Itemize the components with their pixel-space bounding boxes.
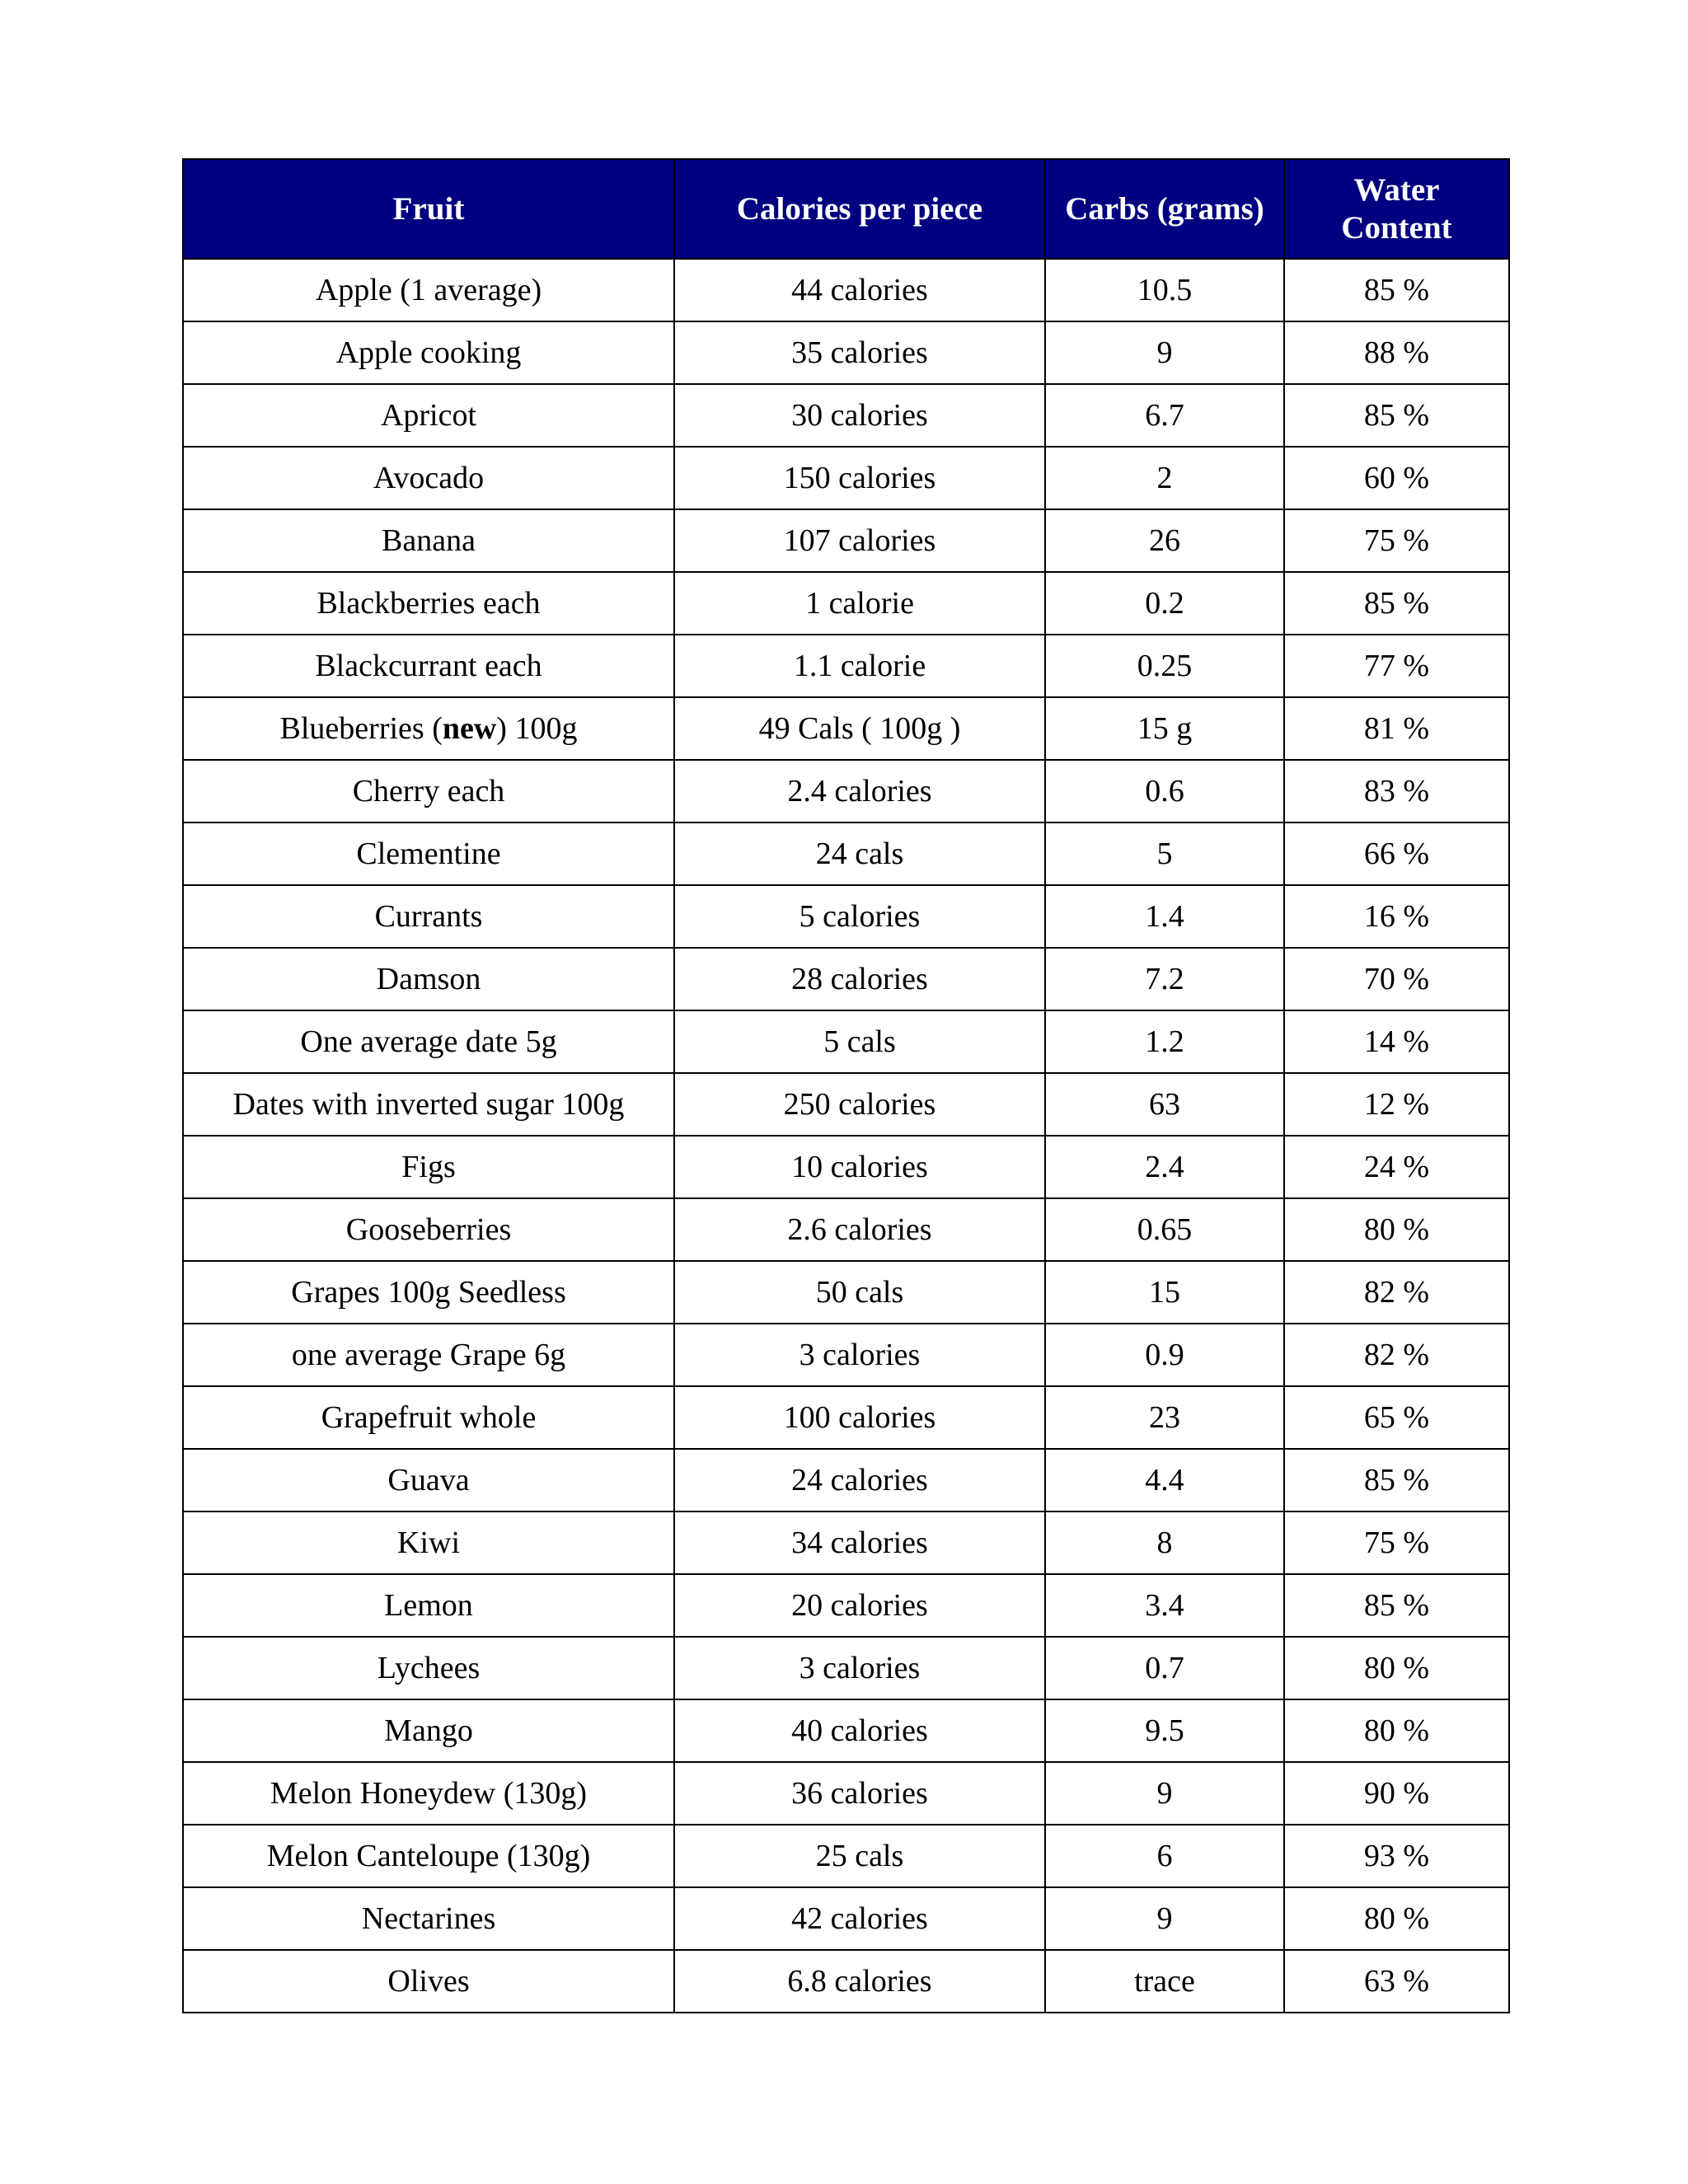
fruit-cell: Lemon [183, 1574, 674, 1637]
carbs-cell: 1.2 [1045, 1010, 1284, 1073]
table-row [183, 1699, 1509, 1762]
table-body [183, 259, 1509, 2013]
header-water-content-line-1: Water [1353, 171, 1440, 208]
carbs-cell: 4.4 [1045, 1449, 1284, 1511]
carbs-cell: 2 [1045, 447, 1284, 509]
water-content-cell: 85 % [1284, 1449, 1509, 1511]
carbs-cell: 23 [1045, 1386, 1284, 1449]
calories-cell: 3 calories [674, 1637, 1045, 1699]
table-row [183, 1324, 1509, 1386]
table-row [183, 1574, 1509, 1637]
calories-cell: 40 calories [674, 1699, 1045, 1762]
table-row [183, 1136, 1509, 1198]
table-row [183, 823, 1509, 885]
fruit-cell: Apricot [183, 384, 674, 447]
table-row [183, 1825, 1509, 1887]
fruit-cell: Figs [183, 1136, 674, 1198]
header-water-content [1284, 159, 1509, 259]
fruit-cell: Blackcurrant each [183, 635, 674, 697]
fruit-cell: Apple (1 average) [183, 259, 674, 321]
carbs-cell: 9 [1045, 1762, 1284, 1825]
water-content-cell: 12 % [1284, 1073, 1509, 1136]
new-label: new [442, 711, 497, 746]
fruit-cell: Grapes 100g Seedless [183, 1261, 674, 1324]
table-row [183, 1386, 1509, 1449]
fruit-cell: Dates with inverted sugar 100g [183, 1073, 674, 1136]
calories-cell: 44 calories [674, 259, 1045, 321]
calories-cell: 28 calories [674, 948, 1045, 1010]
table-row [183, 1073, 1509, 1136]
carbs-cell: 0.25 [1045, 635, 1284, 697]
calories-cell: 1 calorie [674, 572, 1045, 635]
carbs-cell: 6 [1045, 1825, 1284, 1887]
calories-cell: 42 calories [674, 1887, 1045, 1950]
calories-cell: 100 calories [674, 1386, 1045, 1449]
water-content-cell: 88 % [1284, 321, 1509, 384]
water-content-cell: 24 % [1284, 1136, 1509, 1198]
water-content-cell: 75 % [1284, 1511, 1509, 1574]
table-row [183, 447, 1509, 509]
fruit-cell: Kiwi [183, 1511, 674, 1574]
water-content-cell: 70 % [1284, 948, 1509, 1010]
water-content-cell: 77 % [1284, 635, 1509, 697]
calories-cell: 107 calories [674, 509, 1045, 572]
fruit-cell: Nectarines [183, 1887, 674, 1950]
calories-cell: 2.6 calories [674, 1198, 1045, 1261]
table-row [183, 1887, 1509, 1950]
water-content-cell: 90 % [1284, 1762, 1509, 1825]
table-row [183, 1950, 1509, 2013]
calories-cell: 24 calories [674, 1449, 1045, 1511]
water-content-cell: 80 % [1284, 1887, 1509, 1950]
fruit-name-part: ) 100g [496, 711, 578, 746]
water-content-cell: 66 % [1284, 823, 1509, 885]
calories-cell: 5 cals [674, 1010, 1045, 1073]
fruit-cell: Currants [183, 885, 674, 948]
table-row [183, 1449, 1509, 1511]
fruit-cell: Blackberries each [183, 572, 674, 635]
calories-cell: 30 calories [674, 384, 1045, 447]
carbs-cell: 0.65 [1045, 1198, 1284, 1261]
carbs-cell: 10.5 [1045, 259, 1284, 321]
header-fruit: Fruit [183, 159, 674, 259]
water-content-cell: 80 % [1284, 1699, 1509, 1762]
carbs-cell: 3.4 [1045, 1574, 1284, 1637]
carbs-cell: 5 [1045, 823, 1284, 885]
water-content-cell: 85 % [1284, 1574, 1509, 1637]
water-content-cell: 93 % [1284, 1825, 1509, 1887]
fruit-cell: Olives [183, 1950, 674, 2013]
fruit-cell: Lychees [183, 1637, 674, 1699]
table-row [183, 384, 1509, 447]
fruit-cell: one average Grape 6g [183, 1324, 674, 1386]
carbs-cell: 0.2 [1045, 572, 1284, 635]
calories-cell: 5 calories [674, 885, 1045, 948]
calories-cell: 10 calories [674, 1136, 1045, 1198]
carbs-cell: 9.5 [1045, 1699, 1284, 1762]
water-content-cell: 14 % [1284, 1010, 1509, 1073]
water-content-cell: 80 % [1284, 1198, 1509, 1261]
water-content-cell: 65 % [1284, 1386, 1509, 1449]
carbs-cell: trace [1045, 1950, 1284, 2013]
fruit-cell: Melon Honeydew (130g) [183, 1762, 674, 1825]
table-row [183, 1261, 1509, 1324]
table-row [183, 885, 1509, 948]
table-row [183, 1511, 1509, 1574]
fruit-cell: Gooseberries [183, 1198, 674, 1261]
water-content-cell: 82 % [1284, 1324, 1509, 1386]
calories-cell: 20 calories [674, 1574, 1045, 1637]
fruit-cell: Banana [183, 509, 674, 572]
table-row [183, 259, 1509, 321]
fruit-cell: One average date 5g [183, 1010, 674, 1073]
carbs-cell: 2.4 [1045, 1136, 1284, 1198]
calories-cell: 49 Cals ( 100g ) [674, 697, 1045, 760]
fruit-cell: Grapefruit whole [183, 1386, 674, 1449]
fruit-cell: Guava [183, 1449, 674, 1511]
calories-cell: 35 calories [674, 321, 1045, 384]
header-carbs-grams: Carbs (grams) [1045, 159, 1284, 259]
carbs-cell: 26 [1045, 509, 1284, 572]
table-row [183, 321, 1509, 384]
carbs-cell: 63 [1045, 1073, 1284, 1136]
carbs-cell: 7.2 [1045, 948, 1284, 1010]
fruit-cell: Mango [183, 1699, 674, 1762]
water-content-cell: 83 % [1284, 760, 1509, 823]
calories-cell: 3 calories [674, 1324, 1045, 1386]
water-content-cell: 82 % [1284, 1261, 1509, 1324]
table-row [183, 1637, 1509, 1699]
calories-cell: 1.1 calorie [674, 635, 1045, 697]
table-row [183, 1010, 1509, 1073]
fruit-name-part: Blueberries ( [279, 711, 443, 746]
carbs-cell: 9 [1045, 321, 1284, 384]
water-content-cell: 63 % [1284, 1950, 1509, 2013]
carbs-cell: 9 [1045, 1887, 1284, 1950]
fruit-nutrition-table [182, 158, 1510, 2013]
calories-cell: 250 calories [674, 1073, 1045, 1136]
fruit-cell [183, 697, 674, 760]
water-content-cell: 60 % [1284, 447, 1509, 509]
water-content-cell: 85 % [1284, 384, 1509, 447]
table-row [183, 572, 1509, 635]
calories-cell: 6.8 calories [674, 1950, 1045, 2013]
calories-cell: 25 cals [674, 1825, 1045, 1887]
fruit-cell: Melon Canteloupe (130g) [183, 1825, 674, 1887]
carbs-cell: 1.4 [1045, 885, 1284, 948]
water-content-cell: 16 % [1284, 885, 1509, 948]
carbs-cell: 8 [1045, 1511, 1284, 1574]
carbs-cell: 6.7 [1045, 384, 1284, 447]
table-row [183, 509, 1509, 572]
fruit-cell: Avocado [183, 447, 674, 509]
carbs-cell: 15 [1045, 1261, 1284, 1324]
table-row [183, 635, 1509, 697]
calories-cell: 2.4 calories [674, 760, 1045, 823]
carbs-cell: 0.7 [1045, 1637, 1284, 1699]
water-content-cell: 85 % [1284, 572, 1509, 635]
fruit-cell: Clementine [183, 823, 674, 885]
water-content-cell: 75 % [1284, 509, 1509, 572]
water-content-cell: 80 % [1284, 1637, 1509, 1699]
carbs-cell: 15 g [1045, 697, 1284, 760]
header-water-content-line-2: Content [1341, 209, 1452, 246]
table-row [183, 760, 1509, 823]
fruit-cell: Damson [183, 948, 674, 1010]
calories-cell: 24 cals [674, 823, 1045, 885]
table-row [183, 1198, 1509, 1261]
calories-cell: 34 calories [674, 1511, 1045, 1574]
table-row [183, 1762, 1509, 1825]
calories-cell: 150 calories [674, 447, 1045, 509]
calories-cell: 36 calories [674, 1762, 1045, 1825]
calories-cell: 50 cals [674, 1261, 1045, 1324]
water-content-cell: 81 % [1284, 697, 1509, 760]
header-calories-per-piece: Calories per piece [674, 159, 1045, 259]
fruit-cell: Cherry each [183, 760, 674, 823]
fruit-cell: Apple cooking [183, 321, 674, 384]
table-header-row [183, 159, 1509, 259]
table-row [183, 948, 1509, 1010]
carbs-cell: 0.9 [1045, 1324, 1284, 1386]
table-row [183, 697, 1509, 760]
water-content-cell: 85 % [1284, 259, 1509, 321]
carbs-cell: 0.6 [1045, 760, 1284, 823]
